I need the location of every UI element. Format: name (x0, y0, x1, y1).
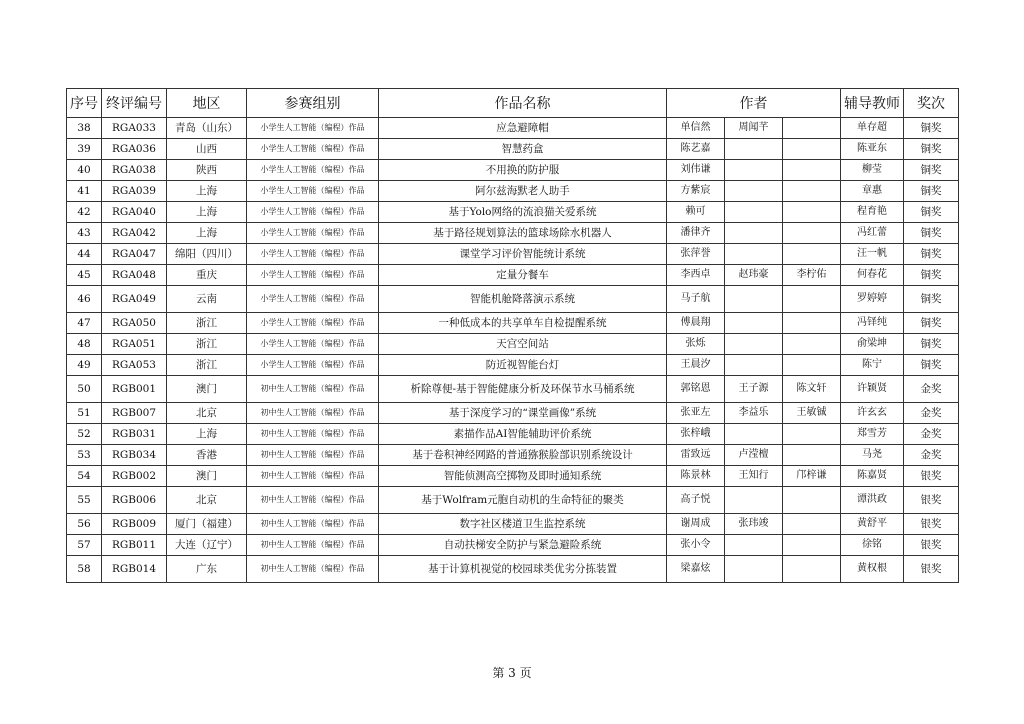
row-no: 52 (67, 424, 102, 445)
table-row (67, 445, 959, 466)
row-region: 重庆 (167, 265, 247, 286)
header-region: 地区 (167, 89, 247, 118)
row-region: 上海 (167, 424, 247, 445)
row-region: 厦门（福建） (167, 514, 247, 535)
table-row (67, 403, 959, 424)
row-title: 基于Yolo网络的流浪猫关爱系统 (379, 202, 667, 223)
row-no: 46 (67, 286, 102, 313)
row-author-2: 王子源 (725, 376, 783, 403)
row-teacher: 郑雪芳 (841, 424, 904, 445)
row-group: 初中生人工智能（编程）作品 (247, 535, 379, 556)
row-author-2 (725, 334, 783, 355)
header-group: 参赛组别 (247, 89, 379, 118)
row-teacher: 俞梁坤 (841, 334, 904, 355)
table-row (67, 286, 959, 313)
row-region: 大连（辽宁） (167, 535, 247, 556)
row-author-2: 赵玮豪 (725, 265, 783, 286)
row-author-3 (783, 139, 841, 160)
row-award: 铜奖 (904, 223, 959, 244)
row-code: RGA036 (102, 139, 167, 160)
row-award: 银奖 (904, 487, 959, 514)
row-author-3 (783, 313, 841, 334)
table-row (67, 118, 959, 139)
row-group: 小学生人工智能（编程）作品 (247, 223, 379, 244)
table-row (67, 244, 959, 265)
row-region: 澳门 (167, 466, 247, 487)
row-group: 小学生人工智能（编程）作品 (247, 313, 379, 334)
row-author-3 (783, 202, 841, 223)
row-title: 自动扶梯安全防护与紧急避险系统 (379, 535, 667, 556)
row-author-3 (783, 535, 841, 556)
row-group: 初中生人工智能（编程）作品 (247, 376, 379, 403)
row-code: RGA050 (102, 313, 167, 334)
row-author-1: 陈艺嘉 (667, 139, 725, 160)
row-code: RGA047 (102, 244, 167, 265)
row-award: 银奖 (904, 514, 959, 535)
row-award: 银奖 (904, 535, 959, 556)
row-author-1: 张梓峨 (667, 424, 725, 445)
row-author-3: 李柠佑 (783, 265, 841, 286)
row-teacher: 柳莹 (841, 160, 904, 181)
row-author-1: 马子航 (667, 286, 725, 313)
row-author-2 (725, 223, 783, 244)
row-code: RGA039 (102, 181, 167, 202)
row-region: 山西 (167, 139, 247, 160)
row-teacher: 黄权根 (841, 556, 904, 583)
row-code: RGB011 (102, 535, 167, 556)
row-teacher: 陈宁 (841, 355, 904, 376)
row-teacher: 许玄玄 (841, 403, 904, 424)
row-teacher: 谭洪政 (841, 487, 904, 514)
row-author-2: 卢滢檀 (725, 445, 783, 466)
row-group: 小学生人工智能（编程）作品 (247, 244, 379, 265)
table-row (67, 376, 959, 403)
row-no: 43 (67, 223, 102, 244)
table-row (67, 487, 959, 514)
row-author-3 (783, 181, 841, 202)
row-code: RGA053 (102, 355, 167, 376)
row-teacher: 程育艳 (841, 202, 904, 223)
row-author-1: 赖可 (667, 202, 725, 223)
row-no: 47 (67, 313, 102, 334)
row-award: 铜奖 (904, 265, 959, 286)
table-row (67, 556, 959, 583)
row-group: 小学生人工智能（编程）作品 (247, 355, 379, 376)
row-author-2 (725, 556, 783, 583)
row-title: 基于路径规划算法的篮球场除水机器人 (379, 223, 667, 244)
awards-table (66, 88, 959, 583)
row-author-2 (725, 424, 783, 445)
row-group: 小学生人工智能（编程）作品 (247, 160, 379, 181)
page-number: 第 3 页 (492, 666, 532, 680)
row-author-2 (725, 244, 783, 265)
row-group: 小学生人工智能（编程）作品 (247, 118, 379, 139)
row-region: 北京 (167, 403, 247, 424)
row-region: 绵阳（四川） (167, 244, 247, 265)
row-no: 58 (67, 556, 102, 583)
row-no: 55 (67, 487, 102, 514)
row-author-3 (783, 445, 841, 466)
row-region: 上海 (167, 202, 247, 223)
row-title: 应急避障帽 (379, 118, 667, 139)
row-author-2 (725, 139, 783, 160)
row-no: 56 (67, 514, 102, 535)
row-author-3: 王敏铖 (783, 403, 841, 424)
row-teacher: 马尧 (841, 445, 904, 466)
row-award: 铜奖 (904, 160, 959, 181)
row-code: RGA048 (102, 265, 167, 286)
row-author-1: 单信然 (667, 118, 725, 139)
row-author-1: 方紫宸 (667, 181, 725, 202)
table-body (67, 118, 959, 583)
row-teacher: 许颖贤 (841, 376, 904, 403)
row-group: 小学生人工智能（编程）作品 (247, 334, 379, 355)
row-author-2 (725, 313, 783, 334)
row-region: 北京 (167, 487, 247, 514)
row-author-1: 高子悦 (667, 487, 725, 514)
row-award: 银奖 (904, 466, 959, 487)
row-title: 不用换的防护服 (379, 160, 667, 181)
row-author-3 (783, 514, 841, 535)
row-award: 银奖 (904, 556, 959, 583)
row-teacher: 徐铭 (841, 535, 904, 556)
row-teacher: 单存超 (841, 118, 904, 139)
table-row (67, 424, 959, 445)
row-author-1: 谢周成 (667, 514, 725, 535)
row-author-3: 邝梓谦 (783, 466, 841, 487)
row-author-2: 王知行 (725, 466, 783, 487)
row-title: 天宫空间站 (379, 334, 667, 355)
row-title: 基于计算机视觉的校园球类优劣分拣装置 (379, 556, 667, 583)
row-teacher: 罗婷婷 (841, 286, 904, 313)
row-title: 一种低成本的共享单车自检提醒系统 (379, 313, 667, 334)
table-row (67, 535, 959, 556)
row-author-3 (783, 286, 841, 313)
row-award: 铜奖 (904, 139, 959, 160)
row-award: 金奖 (904, 403, 959, 424)
row-no: 44 (67, 244, 102, 265)
row-no: 57 (67, 535, 102, 556)
row-author-1: 李西卓 (667, 265, 725, 286)
row-author-3 (783, 244, 841, 265)
row-author-1: 雷致远 (667, 445, 725, 466)
row-code: RGB001 (102, 376, 167, 403)
row-no: 50 (67, 376, 102, 403)
row-award: 铜奖 (904, 181, 959, 202)
row-code: RGB014 (102, 556, 167, 583)
row-teacher: 冯铎纯 (841, 313, 904, 334)
row-author-2 (725, 535, 783, 556)
table-row (67, 202, 959, 223)
row-region: 广东 (167, 556, 247, 583)
row-teacher: 陈嘉贤 (841, 466, 904, 487)
row-no: 49 (67, 355, 102, 376)
row-region: 浙江 (167, 313, 247, 334)
row-award: 铜奖 (904, 286, 959, 313)
row-region: 云南 (167, 286, 247, 313)
row-code: RGA042 (102, 223, 167, 244)
row-code: RGB007 (102, 403, 167, 424)
row-group: 初中生人工智能（编程）作品 (247, 466, 379, 487)
row-award: 铜奖 (904, 313, 959, 334)
row-no: 51 (67, 403, 102, 424)
row-author-1: 张亚左 (667, 403, 725, 424)
row-author-2 (725, 202, 783, 223)
row-title: 定量分餐车 (379, 265, 667, 286)
row-group: 小学生人工智能（编程）作品 (247, 139, 379, 160)
row-author-1: 傅晨翔 (667, 313, 725, 334)
row-no: 42 (67, 202, 102, 223)
row-group: 初中生人工智能（编程）作品 (247, 487, 379, 514)
row-title: 智能机舱降落演示系统 (379, 286, 667, 313)
row-author-1: 张烁 (667, 334, 725, 355)
row-region: 上海 (167, 223, 247, 244)
row-title: 基于Wolfram元胞自动机的生命特征的聚类 (379, 487, 667, 514)
row-region: 澳门 (167, 376, 247, 403)
row-code: RGA033 (102, 118, 167, 139)
row-no: 53 (67, 445, 102, 466)
header-teacher: 辅导教师 (841, 89, 904, 118)
row-author-3 (783, 160, 841, 181)
header-award: 奖次 (904, 89, 959, 118)
row-author-3 (783, 556, 841, 583)
row-code: RGB009 (102, 514, 167, 535)
row-award: 金奖 (904, 424, 959, 445)
row-award: 铜奖 (904, 355, 959, 376)
row-group: 小学生人工智能（编程）作品 (247, 286, 379, 313)
row-author-2 (725, 355, 783, 376)
table-row (67, 355, 959, 376)
row-award: 铜奖 (904, 244, 959, 265)
row-title: 阿尔兹海默老人助手 (379, 181, 667, 202)
row-author-2: 周闻芊 (725, 118, 783, 139)
row-code: RGB006 (102, 487, 167, 514)
row-author-3 (783, 223, 841, 244)
row-group: 小学生人工智能（编程）作品 (247, 202, 379, 223)
row-title: 智能侦测高空掷物及即时通知系统 (379, 466, 667, 487)
row-author-2: 李益乐 (725, 403, 783, 424)
row-author-1: 陈景林 (667, 466, 725, 487)
header-authors: 作者 (667, 89, 841, 118)
row-code: RGB034 (102, 445, 167, 466)
row-author-3 (783, 424, 841, 445)
header-code: 终评编号 (102, 89, 167, 118)
row-code: RGB002 (102, 466, 167, 487)
row-teacher: 章惠 (841, 181, 904, 202)
row-no: 39 (67, 139, 102, 160)
row-group: 小学生人工智能（编程）作品 (247, 265, 379, 286)
row-code: RGB031 (102, 424, 167, 445)
row-author-3: 陈文轩 (783, 376, 841, 403)
table-row (67, 313, 959, 334)
row-author-1: 郭铭恩 (667, 376, 725, 403)
row-title: 基于卷积神经网路的普通猕猴脸部识别系统设计 (379, 445, 667, 466)
row-award: 铜奖 (904, 202, 959, 223)
row-group: 小学生人工智能（编程）作品 (247, 181, 379, 202)
row-group: 初中生人工智能（编程）作品 (247, 424, 379, 445)
row-region: 香港 (167, 445, 247, 466)
row-author-2 (725, 181, 783, 202)
row-region: 上海 (167, 181, 247, 202)
row-title: 基于深度学习的“课堂画像”系统 (379, 403, 667, 424)
row-author-3 (783, 334, 841, 355)
row-author-3 (783, 118, 841, 139)
row-author-1: 刘伟谦 (667, 160, 725, 181)
row-author-1: 王晨汐 (667, 355, 725, 376)
row-code: RGA049 (102, 286, 167, 313)
row-title: 防近视智能台灯 (379, 355, 667, 376)
row-group: 初中生人工智能（编程）作品 (247, 514, 379, 535)
row-group: 初中生人工智能（编程）作品 (247, 403, 379, 424)
row-group: 初中生人工智能（编程）作品 (247, 556, 379, 583)
row-code: RGA051 (102, 334, 167, 355)
table-row (67, 181, 959, 202)
row-code: RGA040 (102, 202, 167, 223)
row-author-3 (783, 355, 841, 376)
row-region: 浙江 (167, 355, 247, 376)
row-title: 素描作品AI智能辅助评价系统 (379, 424, 667, 445)
row-title: 数字社区楼道卫生监控系统 (379, 514, 667, 535)
row-region: 陕西 (167, 160, 247, 181)
row-teacher: 冯红蕾 (841, 223, 904, 244)
row-award: 金奖 (904, 445, 959, 466)
row-author-1: 潘律齐 (667, 223, 725, 244)
row-no: 41 (67, 181, 102, 202)
row-author-2 (725, 487, 783, 514)
row-no: 40 (67, 160, 102, 181)
table-row (67, 334, 959, 355)
row-teacher: 陈亚东 (841, 139, 904, 160)
row-title: 课堂学习评价智能统计系统 (379, 244, 667, 265)
row-author-2 (725, 160, 783, 181)
row-code: RGA038 (102, 160, 167, 181)
row-author-1: 梁嘉炫 (667, 556, 725, 583)
table-row (67, 514, 959, 535)
table-row (67, 265, 959, 286)
row-author-3 (783, 487, 841, 514)
header-row (67, 89, 959, 118)
row-author-2 (725, 286, 783, 313)
row-no: 48 (67, 334, 102, 355)
row-teacher: 黄舒平 (841, 514, 904, 535)
row-teacher: 汪一帆 (841, 244, 904, 265)
row-no: 54 (67, 466, 102, 487)
row-award: 铜奖 (904, 334, 959, 355)
row-teacher: 何春花 (841, 265, 904, 286)
row-region: 浙江 (167, 334, 247, 355)
row-award: 铜奖 (904, 118, 959, 139)
row-group: 初中生人工智能（编程）作品 (247, 445, 379, 466)
header-title: 作品名称 (379, 89, 667, 118)
row-title: 析除尊便-基于智能健康分析及环保节水马桶系统 (379, 376, 667, 403)
row-region: 青岛（山东） (167, 118, 247, 139)
table-row (67, 223, 959, 244)
header-no: 序号 (67, 89, 102, 118)
row-no: 45 (67, 265, 102, 286)
table-row (67, 160, 959, 181)
row-author-1: 张萍誉 (667, 244, 725, 265)
row-award: 金奖 (904, 376, 959, 403)
row-title: 智慧药盒 (379, 139, 667, 160)
row-author-1: 张小令 (667, 535, 725, 556)
table-row (67, 466, 959, 487)
table-row (67, 139, 959, 160)
row-author-2: 张玮竣 (725, 514, 783, 535)
row-no: 38 (67, 118, 102, 139)
